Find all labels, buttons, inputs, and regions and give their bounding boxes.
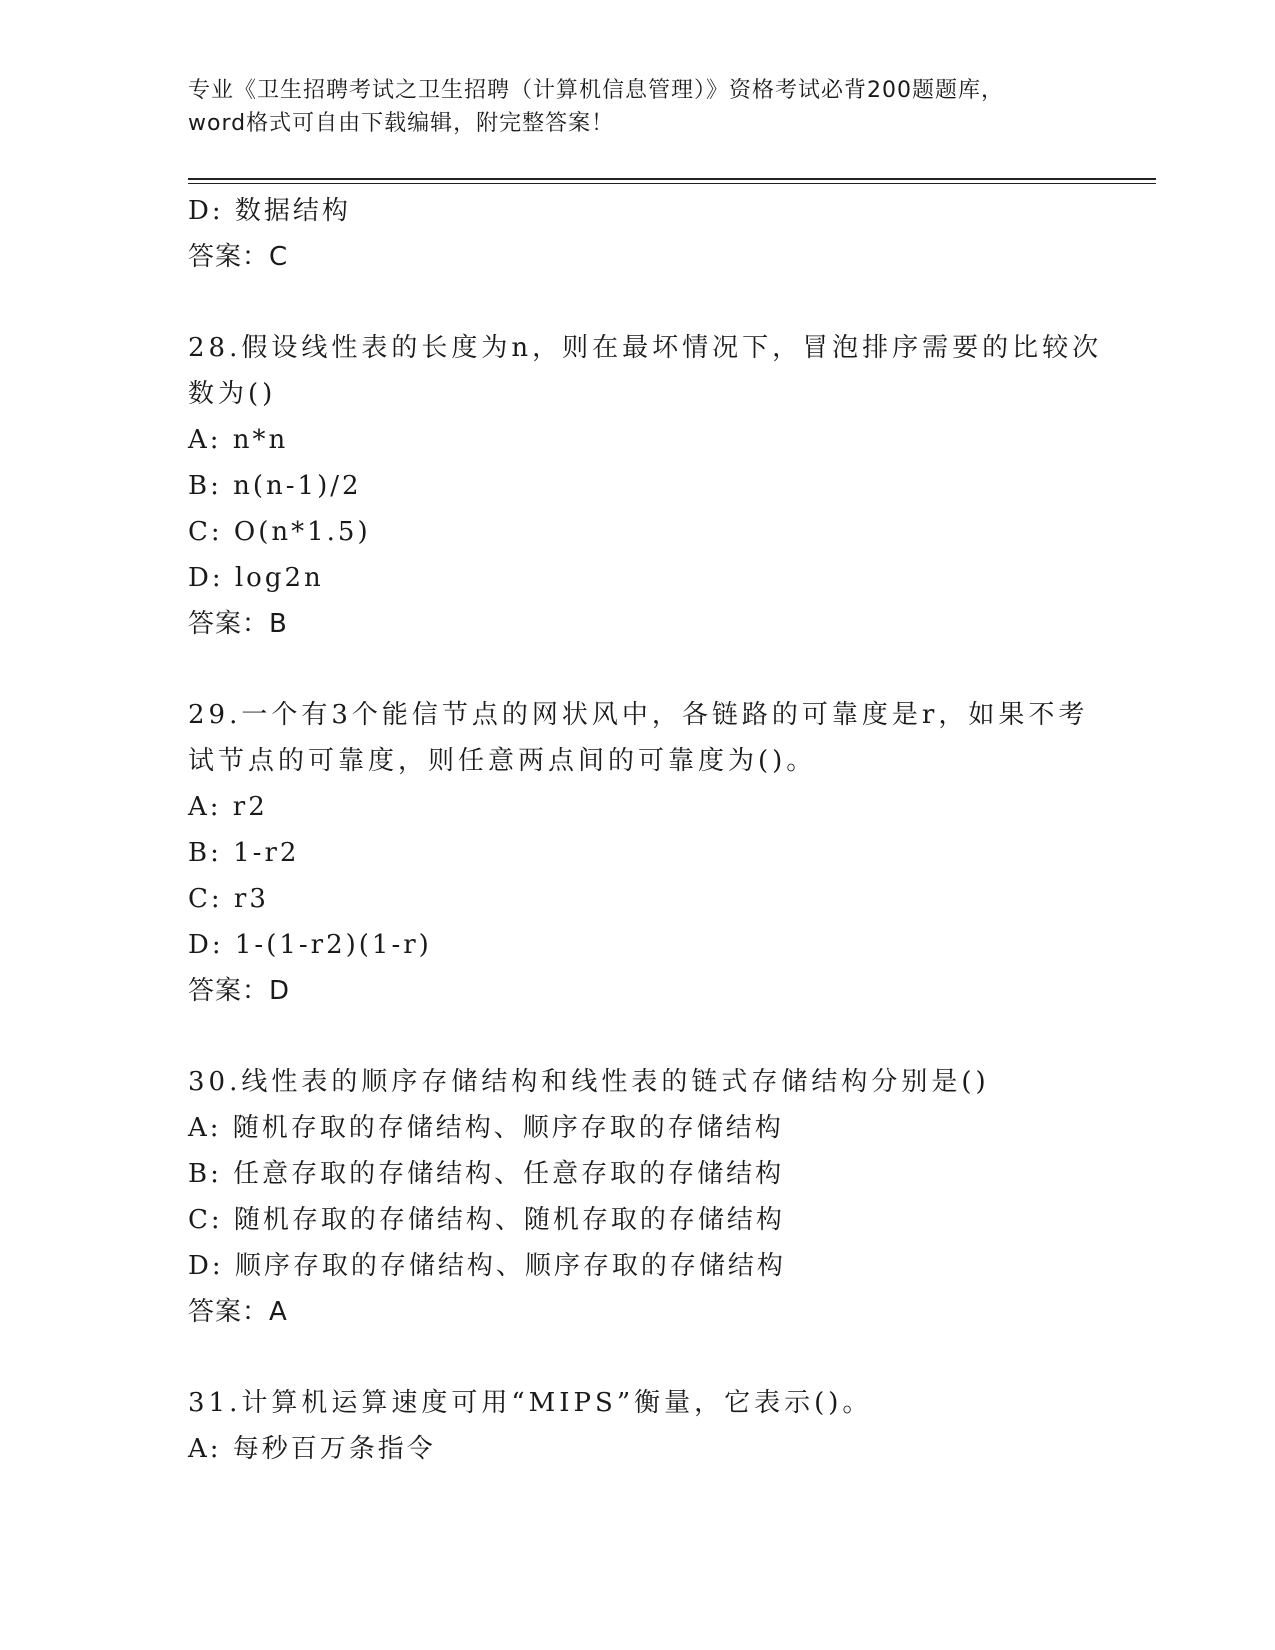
option-c: C: O(n*1.5) bbox=[188, 517, 371, 547]
answer-label: 答案：D bbox=[188, 976, 291, 1006]
option-c: C: r3 bbox=[188, 884, 269, 914]
header-divider bbox=[188, 178, 1156, 184]
option-d: D: 顺序存取的存储结构、顺序存取的存储结构 bbox=[188, 1251, 786, 1281]
answer-label: 答案：C bbox=[188, 242, 289, 272]
question-text: 31.计算机运算速度可用“MIPS”衡量，它表示()。 bbox=[188, 1388, 873, 1418]
header-title-line-2: word格式可自由下载编辑，附完整答案！ bbox=[188, 111, 615, 136]
option-d: D: log2n bbox=[188, 563, 324, 593]
option-a: A: 每秒百万条指令 bbox=[188, 1434, 436, 1464]
question-28 bbox=[188, 325, 1108, 647]
question-list bbox=[188, 188, 1108, 1472]
option-a: A: 随机存取的存储结构、顺序存取的存储结构 bbox=[188, 1113, 784, 1143]
option-a: A: r2 bbox=[188, 792, 268, 822]
question-text-cont: 数为() bbox=[188, 379, 277, 409]
answer-label: 答案：B bbox=[188, 609, 288, 639]
answer-label: 答案：A bbox=[188, 1297, 288, 1327]
option-d: D: 1-(1-r2)(1-r) bbox=[188, 930, 432, 960]
option-c: C: 随机存取的存储结构、随机存取的存储结构 bbox=[188, 1205, 785, 1235]
document-header bbox=[188, 74, 1088, 140]
question-text: 30.线性表的顺序存储结构和线性表的链式存储结构分别是() bbox=[188, 1067, 990, 1097]
option-a: A: n*n bbox=[188, 425, 289, 455]
option-b: B: 1-r2 bbox=[188, 838, 300, 868]
question-30 bbox=[188, 1059, 1108, 1335]
question-31 bbox=[188, 1380, 1108, 1472]
question-text-cont: 试节点的可靠度，则任意两点间的可靠度为()。 bbox=[188, 746, 817, 776]
question-text: 28.假设线性表的长度为n，则在最坏情况下，冒泡排序需要的比较次 bbox=[188, 333, 1103, 363]
option-d: D: 数据结构 bbox=[188, 196, 351, 226]
option-b: B: n(n-1)/2 bbox=[188, 471, 362, 501]
question-29 bbox=[188, 692, 1108, 1014]
header-title-line-1: 专业《卫生招聘考试之卫生招聘（计算机信息管理）》资格考试必背200题题库， bbox=[188, 78, 1004, 103]
option-b: B: 任意存取的存储结构、任意存取的存储结构 bbox=[188, 1159, 785, 1189]
question-text: 29.一个有3个能信节点的网状风中，各链路的可靠度是r，如果不考 bbox=[188, 700, 1089, 730]
question-27-tail bbox=[188, 188, 1108, 280]
